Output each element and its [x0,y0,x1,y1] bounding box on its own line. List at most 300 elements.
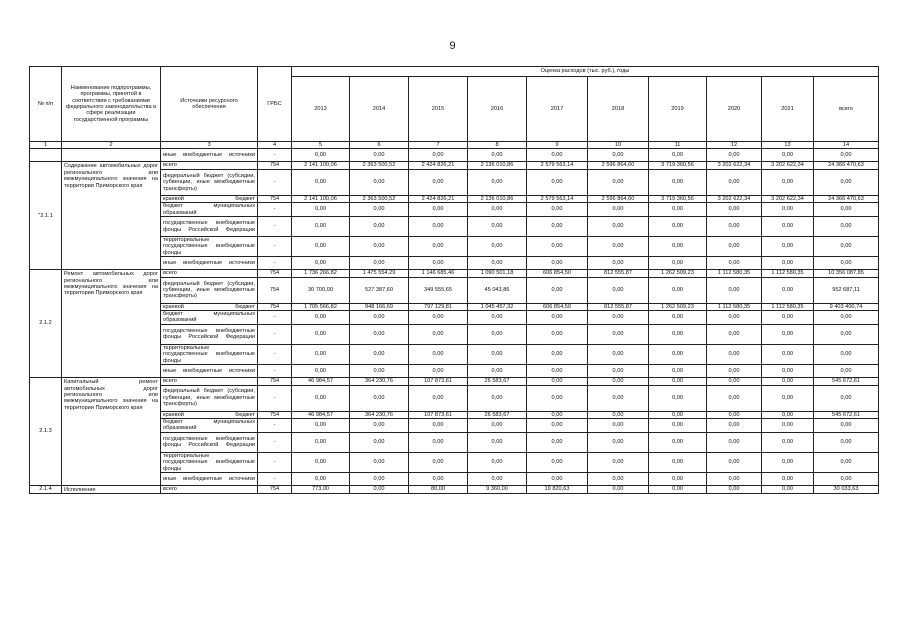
value-cell: 0,00 [468,217,527,237]
value-cell: 0,00 [409,149,468,162]
value-cell: 0,00 [292,365,350,378]
value-cell: 0,00 [707,418,762,432]
value-cell: 0,00 [649,452,707,472]
value-cell: 0,00 [762,169,814,195]
page-number: 9 [449,40,456,52]
value-cell: 812 555,87 [588,303,649,310]
value-cell: 0,00 [409,237,468,257]
grbs-cell: - [258,217,292,237]
header-year: 2018 [588,77,649,142]
grbs-cell: - [258,257,292,270]
value-cell: 0,00 [468,324,527,344]
value-cell: 0,00 [527,237,588,257]
value-cell: 0,00 [588,169,649,195]
pn-cell: "2.1.1 [30,162,62,270]
header-year: 2019 [649,77,707,142]
value-cell: 0,00 [707,472,762,485]
grbs-cell: - [258,418,292,432]
grbs-cell: - [258,385,292,411]
value-cell: 0,00 [409,257,468,270]
value-cell: 3 202 622,34 [707,195,762,202]
grbs-cell: 754 [258,303,292,310]
value-cell: 0,00 [649,365,707,378]
value-cell: 0,00 [527,203,588,217]
value-cell: 2 579 563,14 [527,195,588,202]
value-cell: 2 363 500,52 [350,195,409,202]
value-cell: 0,00 [468,385,527,411]
value-cell: 46 984,57 [292,411,350,418]
value-cell: 0,00 [762,485,814,493]
funding-source-cell: государственные внебюджетные фонды Российской Федерации [161,324,258,344]
value-cell: 0,00 [588,452,649,472]
value-cell: 0,00 [814,385,879,411]
value-cell: 3 719 360,56 [649,195,707,202]
value-cell: 9 403 400,74 [814,303,879,310]
value-cell: 0,00 [707,385,762,411]
column-number: 14 [814,142,879,149]
value-cell: 0,00 [468,149,527,162]
header-year: 2015 [409,77,468,142]
value-cell: 0,00 [527,277,588,303]
column-number: 5 [292,142,350,149]
value-cell: 24 366 470,63 [814,162,879,169]
table-row [30,162,879,169]
column-number: 3 [161,142,258,149]
value-cell: 0,00 [350,217,409,237]
value-cell: 2 596 864,60 [588,195,649,202]
value-cell: 0,00 [707,217,762,237]
value-cell: 0,00 [350,418,409,432]
grbs-cell: - [258,324,292,344]
value-cell: 0,00 [762,324,814,344]
value-cell: 0,00 [527,217,588,237]
program-name-cell: Исполнение [62,485,161,493]
header-funding-source: Источники ресурсного обеспечения [161,67,258,142]
value-cell: 0,00 [588,203,649,217]
value-cell: 0,00 [707,365,762,378]
value-cell: 0,00 [649,257,707,270]
value-cell: 2 141 100,06 [292,195,350,202]
funding-source-cell: федеральный бюджет (субсидии, субвенции, иные межбюджетные трансферты) [161,385,258,411]
value-cell: 0,00 [814,418,879,432]
value-cell: 0,00 [814,365,879,378]
value-cell: 0,00 [649,385,707,411]
value-cell: 107 873,61 [409,411,468,418]
value-cell: 30 033,63 [814,485,879,493]
value-cell: 0,00 [707,452,762,472]
value-cell: 2 424 826,21 [409,162,468,169]
grbs-cell: 754 [258,277,292,303]
value-cell: 0,00 [409,203,468,217]
value-cell: 349 555,65 [409,277,468,303]
grbs-cell: - [258,472,292,485]
header-year: 2020 [707,77,762,142]
funding-source-cell: территориальные государственные внебюджетные фонды [161,237,258,257]
funding-source-cell: краевой бюджет [161,195,258,202]
column-number: 13 [762,142,814,149]
value-cell: 0,00 [707,378,762,385]
value-cell: 0,00 [350,149,409,162]
value-cell: 0,00 [292,149,350,162]
value-cell: 0,00 [762,452,814,472]
value-cell: 0,00 [292,311,350,325]
value-cell: 0,00 [468,344,527,364]
grbs-cell: - [258,344,292,364]
header-year: 2013 [292,77,350,142]
table-row [30,485,879,493]
value-cell: 0,00 [350,485,409,493]
value-cell: 2 136 010,86 [468,195,527,202]
value-cell: 0,00 [707,277,762,303]
budget-table [29,66,879,494]
value-cell: 0,00 [409,169,468,195]
value-cell: 9 360,00 [468,485,527,493]
funding-source-cell: всего [161,270,258,277]
funding-source-cell: территориальные государственные внебюджетные фонды [161,452,258,472]
value-cell: 0,00 [649,149,707,162]
value-cell: 0,00 [588,378,649,385]
value-cell: 0,00 [588,324,649,344]
value-cell: 0,00 [292,472,350,485]
value-cell: 0,00 [762,418,814,432]
value-cell: 0,00 [762,203,814,217]
value-cell: 0,00 [527,472,588,485]
value-cell: 0,00 [350,432,409,452]
value-cell: 0,00 [707,411,762,418]
value-cell: 0,00 [527,257,588,270]
value-cell: 0,00 [707,485,762,493]
value-cell: 0,00 [409,418,468,432]
value-cell: 0,00 [814,432,879,452]
value-cell: 0,00 [350,203,409,217]
value-cell: 1 112 580,35 [762,270,814,277]
value-cell: 0,00 [814,257,879,270]
value-cell: 0,00 [649,311,707,325]
value-cell: 46 984,57 [292,378,350,385]
value-cell: 0,00 [588,365,649,378]
value-cell: 0,00 [588,149,649,162]
value-cell: 0,00 [409,217,468,237]
value-cell: 0,00 [588,432,649,452]
column-number: 11 [649,142,707,149]
value-cell: 0,00 [527,311,588,325]
value-cell: 0,00 [762,385,814,411]
table-row [30,270,879,277]
value-cell: 0,00 [588,385,649,411]
funding-source-cell: иные внебюджетные источники [161,257,258,270]
value-cell: 948 166,69 [350,303,409,310]
value-cell: 0,00 [588,411,649,418]
value-cell: 0,00 [649,169,707,195]
value-cell: 0,00 [814,311,879,325]
value-cell: 0,00 [292,344,350,364]
value-cell: 364 230,76 [350,378,409,385]
value-cell: 107 873,61 [409,378,468,385]
value-cell: 2 141 100,06 [292,162,350,169]
funding-source-cell: всего [161,378,258,385]
value-cell: 0,00 [814,217,879,237]
value-cell: 0,00 [292,324,350,344]
value-cell: 952 687,11 [814,277,879,303]
header-year: 2017 [527,77,588,142]
funding-source-cell: бюджет муниципальных образований [161,418,258,432]
value-cell: 812 555,87 [588,270,649,277]
value-cell: 0,00 [468,237,527,257]
value-cell: 0,00 [292,385,350,411]
value-cell: 0,00 [468,418,527,432]
value-cell: 364 230,76 [350,411,409,418]
column-number: 7 [409,142,468,149]
value-cell: 0,00 [588,257,649,270]
value-cell: 0,00 [649,485,707,493]
value-cell: 0,00 [527,418,588,432]
value-cell: 1 262 509,23 [649,270,707,277]
value-cell: 1 112 580,35 [707,270,762,277]
value-cell: 0,00 [762,344,814,364]
value-cell: 0,00 [649,277,707,303]
value-cell: 1 736 266,82 [292,270,350,277]
column-number: 4 [258,142,292,149]
column-number: 9 [527,142,588,149]
value-cell: 0,00 [707,311,762,325]
value-cell: 0,00 [350,324,409,344]
value-cell: 0,00 [468,452,527,472]
column-number: 12 [707,142,762,149]
grbs-cell: - [258,149,292,162]
value-cell: 0,00 [649,411,707,418]
value-cell: 0,00 [527,452,588,472]
table-header [30,67,879,149]
value-cell: 0,00 [707,237,762,257]
funding-source-cell: краевой бюджет [161,411,258,418]
value-cell: 2 136 010,86 [468,162,527,169]
value-cell: 0,00 [588,311,649,325]
value-cell: 0,00 [468,472,527,485]
value-cell: 0,00 [468,365,527,378]
header-year: 2014 [350,77,409,142]
value-cell: 0,00 [292,452,350,472]
value-cell: 0,00 [468,203,527,217]
value-cell: 0,00 [814,149,879,162]
value-cell: 0,00 [588,418,649,432]
grbs-cell: 754 [258,162,292,169]
value-cell: 0,00 [588,237,649,257]
value-cell: 0,00 [707,149,762,162]
value-cell: 0,00 [762,149,814,162]
value-cell: 0,00 [527,344,588,364]
value-cell: 545 672,61 [814,411,879,418]
value-cell: 30 700,00 [292,277,350,303]
value-cell: 0,00 [292,257,350,270]
value-cell: 0,00 [707,432,762,452]
program-name-cell [62,149,161,162]
value-cell: 0,00 [707,169,762,195]
value-cell: 3 202 622,34 [707,162,762,169]
funding-source-cell: иные внебюджетные источники [161,149,258,162]
value-cell: 606 854,50 [527,270,588,277]
value-cell: 0,00 [762,432,814,452]
value-cell: 26 583,67 [468,411,527,418]
value-cell: 0,00 [814,452,879,472]
value-cell: 0,00 [292,432,350,452]
value-cell: 0,00 [814,237,879,257]
value-cell: 0,00 [527,169,588,195]
value-cell: 3 202 622,34 [762,162,814,169]
value-cell: 0,00 [814,203,879,217]
header-year: 2016 [468,77,527,142]
value-cell: 3 202 622,34 [762,195,814,202]
value-cell: 0,00 [292,203,350,217]
value-cell: 545 672,61 [814,378,879,385]
value-cell: 80,00 [409,485,468,493]
value-cell: 0,00 [409,344,468,364]
value-cell: 0,00 [527,365,588,378]
funding-source-cell: федеральный бюджет (субсидии, субвенции, иные межбюджетные трансферты) [161,277,258,303]
value-cell: 0,00 [588,277,649,303]
value-cell: 0,00 [527,149,588,162]
value-cell: 0,00 [649,378,707,385]
pn-cell: 2.1.2 [30,270,62,378]
value-cell: 0,00 [649,237,707,257]
program-name-cell: Ремонт автомобильных дорог регионального или межмуниципального значения на территории Приморского края [62,270,161,378]
value-cell: 606 854,50 [527,303,588,310]
value-cell: 0,00 [762,365,814,378]
value-cell: 0,00 [762,257,814,270]
value-cell: 0,00 [409,311,468,325]
grbs-cell: - [258,452,292,472]
value-cell: 0,00 [527,432,588,452]
grbs-cell: - [258,311,292,325]
value-cell: 0,00 [762,277,814,303]
value-cell: 0,00 [527,411,588,418]
value-cell: 2 579 563,14 [527,162,588,169]
value-cell: 0,00 [468,311,527,325]
value-cell: 0,00 [527,378,588,385]
column-number: 10 [588,142,649,149]
value-cell: 24 366 470,63 [814,195,879,202]
value-cell: 0,00 [468,432,527,452]
value-cell: 0,00 [649,217,707,237]
value-cell: 0,00 [762,378,814,385]
funding-source-cell: государственные внебюджетные фонды Российской Федерации [161,432,258,452]
grbs-cell: 754 [258,378,292,385]
table-row [30,149,879,162]
value-cell: 0,00 [649,203,707,217]
value-cell: 773,00 [292,485,350,493]
value-cell: 0,00 [814,344,879,364]
funding-source-cell: иные внебюджетные источники [161,472,258,485]
value-cell: 0,00 [762,237,814,257]
value-cell: 1 112 580,35 [762,303,814,310]
value-cell: 45 043,86 [468,277,527,303]
value-cell: 1 262 509,23 [649,303,707,310]
value-cell: 1 475 554,29 [350,270,409,277]
grbs-cell: 754 [258,411,292,418]
value-cell: 0,00 [588,472,649,485]
funding-source-cell: федеральный бюджет (субсидии, субвенции, иные межбюджетные трансферты) [161,169,258,195]
value-cell: 0,00 [762,311,814,325]
value-cell: 0,00 [527,385,588,411]
value-cell: 0,00 [649,432,707,452]
header-year: 2021 [762,77,814,142]
header-program-name: Наименование подпрограммы, программы, принятой в соответствии с требованиями федерального законодательства в сфере реализации государственной программы [62,67,161,142]
value-cell: 0,00 [350,365,409,378]
table-row [30,378,879,385]
value-cell: 0,00 [649,344,707,364]
funding-source-cell: территориальные государственные внебюджетные фонды [161,344,258,364]
pn-cell [30,149,62,162]
value-cell: 0,00 [649,472,707,485]
grbs-cell: - [258,203,292,217]
funding-source-cell: государственные внебюджетные фонды Российской Федерации [161,217,258,237]
value-cell: 0,00 [409,432,468,452]
value-cell: 0,00 [409,385,468,411]
value-cell: 0,00 [350,169,409,195]
value-cell: 0,00 [762,472,814,485]
value-cell: 0,00 [292,217,350,237]
program-name-cell: Содержание автомобильных дорог регионального или межмуниципального значения на территории Приморского края [62,162,161,270]
column-number: 1 [30,142,62,149]
value-cell: 0,00 [707,257,762,270]
value-cell: 0,00 [468,169,527,195]
grbs-cell: - [258,365,292,378]
value-cell: 0,00 [527,324,588,344]
value-cell: 0,00 [814,324,879,344]
value-cell: 3 719 360,56 [649,162,707,169]
value-cell: 2 424 826,21 [409,195,468,202]
value-cell: 0,00 [588,344,649,364]
header-grbs: ГРБС [258,67,292,142]
header-pn: № п/п [30,67,62,142]
grbs-cell: 754 [258,270,292,277]
value-cell: 0,00 [350,385,409,411]
value-cell: 2 596 864,60 [588,162,649,169]
value-cell: 0,00 [588,485,649,493]
value-cell: 0,00 [762,411,814,418]
grbs-cell: - [258,169,292,195]
value-cell: 19 820,63 [527,485,588,493]
funding-source-cell: всего [161,162,258,169]
value-cell: 0,00 [350,344,409,364]
grbs-cell: 754 [258,485,292,493]
value-cell: 0,00 [409,452,468,472]
value-cell: 0,00 [292,237,350,257]
value-cell: 1 090 501,18 [468,270,527,277]
value-cell: 0,00 [707,203,762,217]
value-cell: 0,00 [350,472,409,485]
value-cell: 10 356 087,85 [814,270,879,277]
header-expense-estimate: Оценка расходов (тыс. руб.), годы [292,67,879,77]
grbs-cell: - [258,237,292,257]
value-cell: 0,00 [762,217,814,237]
funding-source-cell: бюджет муниципальных образований [161,203,258,217]
pn-cell: 2.1.3 [30,378,62,486]
value-cell: 0,00 [649,418,707,432]
column-number: 2 [62,142,161,149]
grbs-cell: - [258,432,292,452]
header-year: всего [814,77,879,142]
value-cell: 1 045 457,32 [468,303,527,310]
pn-cell: 2.1.4 [30,485,62,493]
value-cell: 0,00 [409,472,468,485]
value-cell: 1 146 685,46 [409,270,468,277]
value-cell: 0,00 [649,324,707,344]
program-name-cell: Капитальный ремонт автомобильных дорог регионального или межмуниципального значения на территории Приморского края [62,378,161,486]
value-cell: 0,00 [707,324,762,344]
value-cell: 0,00 [588,217,649,237]
column-number: 6 [350,142,409,149]
value-cell: 0,00 [350,311,409,325]
